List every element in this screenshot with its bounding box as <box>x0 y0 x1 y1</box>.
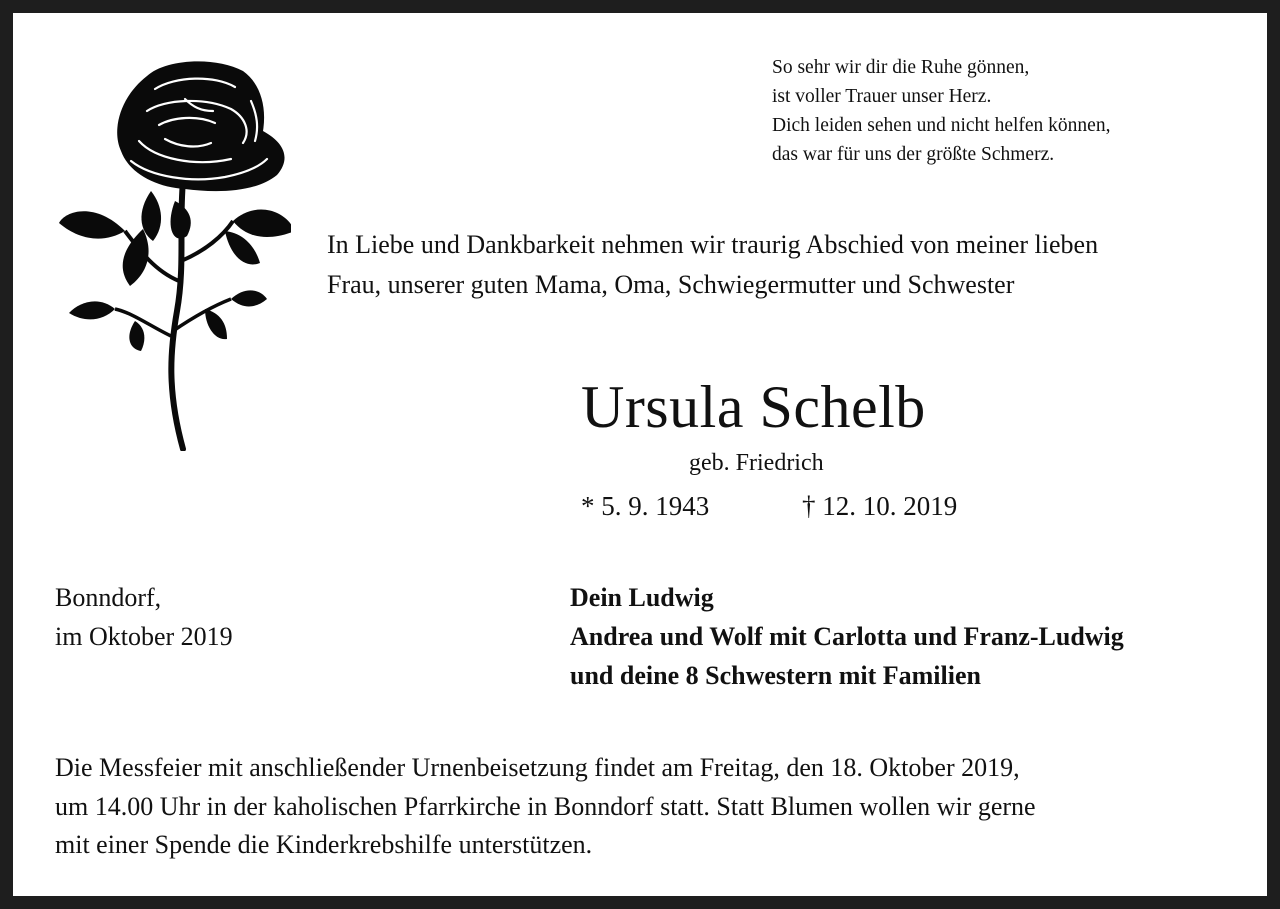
poem-line: ist voller Trauer unser Herz. <box>772 86 992 107</box>
intro-line: In Liebe und Dankbarkeit nehmen wir traurig Abschied von meiner lieben <box>327 230 1099 259</box>
place-line: Bonndorf, <box>55 583 162 612</box>
death-date: † 12. 10. 2019 <box>802 491 958 521</box>
mourners-list <box>570 578 1124 695</box>
maiden-name: geb. Friedrich <box>689 450 824 476</box>
deceased-name: Ursula Schelb <box>581 374 926 440</box>
poem-line: So sehr wir dir die Ruhe gönnen, <box>772 57 1030 78</box>
mourner-line: Andrea und Wolf mit Carlotta und Franz-Ludwig <box>570 622 1124 651</box>
obituary-card <box>13 13 1267 896</box>
mourner-line: Dein Ludwig <box>570 583 714 612</box>
notice-line: mit einer Spende die Kinderkrebshilfe unterstützen. <box>55 830 593 859</box>
poem-line: das war für uns der größte Schmerz. <box>772 144 1055 165</box>
place-and-date <box>55 578 233 656</box>
intro-line: Frau, unserer guten Mama, Oma, Schwiegermutter und Schwester <box>327 270 1015 299</box>
funeral-notice <box>55 749 1036 865</box>
memorial-poem <box>772 53 1110 169</box>
mourner-line: und deine 8 Schwestern mit Familien <box>570 661 981 690</box>
notice-line: Die Messfeier mit anschließender Urnenbeisetzung findet am Freitag, den 18. Oktober 2019, <box>55 753 1020 782</box>
rose-icon <box>55 51 291 451</box>
farewell-intro <box>327 225 1098 305</box>
poem-line: Dich leiden sehen und nicht helfen können, <box>772 115 1111 136</box>
notice-line: um 14.00 Uhr in der kaholischen Pfarrkirche in Bonndorf statt. Statt Blumen wollen wir gerne <box>55 791 1036 821</box>
birth-date: * 5. 9. 1943 <box>581 491 710 521</box>
date-line: im Oktober 2019 <box>55 622 233 651</box>
